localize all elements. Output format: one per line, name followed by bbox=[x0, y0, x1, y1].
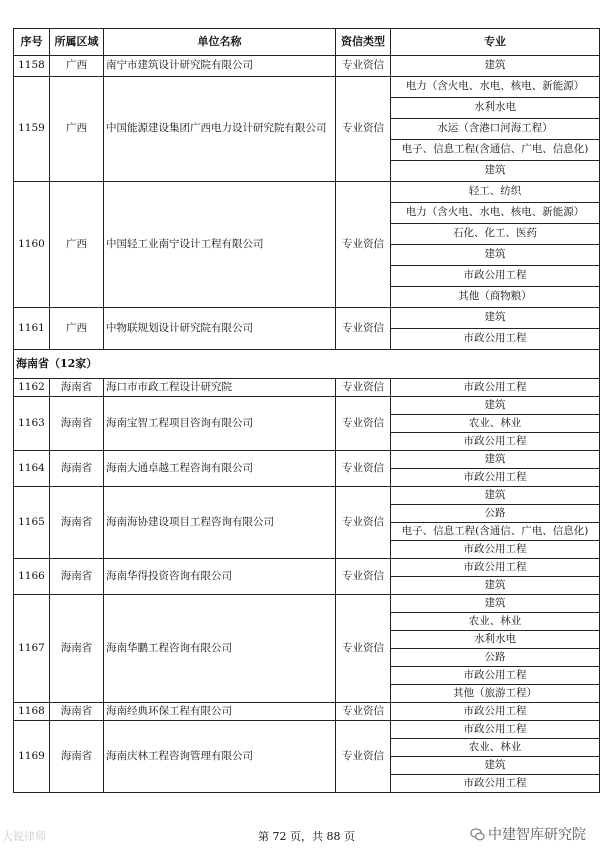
cell-no: 1166 bbox=[14, 559, 50, 595]
table-row bbox=[14, 559, 600, 577]
cell-major: 市政公用工程 bbox=[391, 703, 600, 721]
cell-no: 1169 bbox=[14, 721, 50, 793]
cell-major: 农业、林业 bbox=[391, 739, 600, 757]
cell-region: 广西 bbox=[50, 182, 104, 308]
header-major: 专业 bbox=[391, 29, 600, 56]
cell-unit: 海南经典环保工程有限公司 bbox=[104, 703, 336, 721]
cell-unit: 中国轻工业南宁设计工程有限公司 bbox=[104, 182, 336, 308]
cell-major: 其他（商物粮） bbox=[391, 287, 600, 308]
cell-major: 市政公用工程 bbox=[391, 667, 600, 685]
cell-no: 1160 bbox=[14, 182, 50, 308]
watermark-right bbox=[470, 824, 586, 844]
cell-major: 建筑 bbox=[391, 245, 600, 266]
cell-unit: 海南华鹏工程咨询有限公司 bbox=[104, 595, 336, 703]
cell-major: 建筑 bbox=[391, 487, 600, 505]
section-row bbox=[14, 350, 600, 379]
cell-region: 海南省 bbox=[50, 559, 104, 595]
cell-unit: 海南庆林工程咨询管理有限公司 bbox=[104, 721, 336, 793]
cell-unit: 中物联规划设计研究院有限公司 bbox=[104, 308, 336, 350]
table-row bbox=[14, 77, 600, 98]
cell-major: 建筑 bbox=[391, 308, 600, 329]
header-type: 资信类型 bbox=[336, 29, 391, 56]
cell-major: 市政公用工程 bbox=[391, 329, 600, 350]
table-row bbox=[14, 487, 600, 505]
cell-type: 专业资信 bbox=[336, 487, 391, 559]
cell-no: 1162 bbox=[14, 379, 50, 397]
table-row bbox=[14, 397, 600, 415]
cell-no: 1161 bbox=[14, 308, 50, 350]
table-row bbox=[14, 308, 600, 329]
cell-type: 专业资信 bbox=[336, 308, 391, 350]
cell-major: 电力（含火电、水电、核电、新能源） bbox=[391, 77, 600, 98]
cell-major: 市政公用工程 bbox=[391, 266, 600, 287]
cell-major: 水运（含港口河海工程） bbox=[391, 119, 600, 140]
cell-no: 1168 bbox=[14, 703, 50, 721]
page-footer bbox=[0, 828, 610, 848]
cell-region: 海南省 bbox=[50, 703, 104, 721]
table-row bbox=[14, 182, 600, 203]
cell-unit: 海口市市政工程设计研究院 bbox=[104, 379, 336, 397]
section-hainan bbox=[14, 350, 600, 379]
table-body-guangxi bbox=[14, 56, 600, 350]
cell-major: 轻工、纺织 bbox=[391, 182, 600, 203]
cell-no: 1165 bbox=[14, 487, 50, 559]
cell-major: 其他（旅游工程） bbox=[391, 685, 600, 703]
cell-major: 建筑 bbox=[391, 757, 600, 775]
cell-major: 电力（含火电、水电、核电、新能源） bbox=[391, 203, 600, 224]
cell-major: 公路 bbox=[391, 649, 600, 667]
cell-no: 1167 bbox=[14, 595, 50, 703]
cell-major: 建筑 bbox=[391, 161, 600, 182]
cell-major: 石化、化工、医药 bbox=[391, 224, 600, 245]
cell-type: 专业资信 bbox=[336, 182, 391, 308]
cell-no: 1159 bbox=[14, 77, 50, 182]
cell-major: 公路 bbox=[391, 505, 600, 523]
cell-region: 海南省 bbox=[50, 487, 104, 559]
cell-unit: 海南海协建设项目工程咨询有限公司 bbox=[104, 487, 336, 559]
cell-region: 海南省 bbox=[50, 595, 104, 703]
cell-major: 水利水电 bbox=[391, 98, 600, 119]
cell-type: 专业资信 bbox=[336, 559, 391, 595]
cell-region: 广西 bbox=[50, 77, 104, 182]
cell-unit: 海南宝智工程项目咨询有限公司 bbox=[104, 397, 336, 451]
header-no: 序号 bbox=[14, 29, 50, 56]
cell-region: 海南省 bbox=[50, 451, 104, 487]
table-row bbox=[14, 595, 600, 613]
table-row bbox=[14, 379, 600, 397]
cell-major: 农业、林业 bbox=[391, 415, 600, 433]
cell-major: 建筑 bbox=[391, 577, 600, 595]
qualification-table bbox=[13, 28, 600, 793]
header-region: 所属区域 bbox=[50, 29, 104, 56]
cell-unit: 海南大通卓越工程咨询有限公司 bbox=[104, 451, 336, 487]
cell-major: 农业、林业 bbox=[391, 613, 600, 631]
cell-major: 市政公用工程 bbox=[391, 721, 600, 739]
cell-major: 电子、信息工程(含通信、广电、信息化) bbox=[391, 140, 600, 161]
cell-unit: 中国能源建设集团广西电力设计研究院有限公司 bbox=[104, 77, 336, 182]
cell-type: 专业资信 bbox=[336, 721, 391, 793]
cell-major: 市政公用工程 bbox=[391, 433, 600, 451]
cell-type: 专业资信 bbox=[336, 397, 391, 451]
table-row bbox=[14, 721, 600, 739]
cell-region: 海南省 bbox=[50, 379, 104, 397]
cell-type: 专业资信 bbox=[336, 379, 391, 397]
cell-major: 市政公用工程 bbox=[391, 775, 600, 793]
watermark-right-text: 中建智库研究院 bbox=[488, 827, 586, 843]
cell-major: 建筑 bbox=[391, 451, 600, 469]
cell-type: 专业资信 bbox=[336, 595, 391, 703]
cell-unit: 海南华得投资咨询有限公司 bbox=[104, 559, 336, 595]
cell-type: 专业资信 bbox=[336, 77, 391, 182]
cell-major: 市政公用工程 bbox=[391, 559, 600, 577]
table-body-hainan bbox=[14, 379, 600, 793]
cell-type: 专业资信 bbox=[336, 703, 391, 721]
cell-major: 建筑 bbox=[391, 56, 600, 77]
cell-major: 建筑 bbox=[391, 595, 600, 613]
wechat-icon bbox=[470, 827, 485, 842]
cell-major: 市政公用工程 bbox=[391, 541, 600, 559]
cell-major: 市政公用工程 bbox=[391, 379, 600, 397]
cell-region: 海南省 bbox=[50, 397, 104, 451]
table-row bbox=[14, 56, 600, 77]
cell-no: 1158 bbox=[14, 56, 50, 77]
header-row bbox=[14, 29, 600, 56]
page-number: 第 72 页，共 88 页 bbox=[258, 830, 355, 843]
header-unit: 单位名称 bbox=[104, 29, 336, 56]
cell-type: 专业资信 bbox=[336, 56, 391, 77]
table-row bbox=[14, 703, 600, 721]
cell-major: 建筑 bbox=[391, 397, 600, 415]
cell-major: 市政公用工程 bbox=[391, 469, 600, 487]
cell-region: 广西 bbox=[50, 308, 104, 350]
watermark-left: 大锐律师 bbox=[2, 830, 46, 843]
table-row bbox=[14, 451, 600, 469]
cell-region: 广西 bbox=[50, 56, 104, 77]
cell-region: 海南省 bbox=[50, 721, 104, 793]
cell-type: 专业资信 bbox=[336, 451, 391, 487]
cell-major: 水利水电 bbox=[391, 631, 600, 649]
cell-no: 1164 bbox=[14, 451, 50, 487]
cell-major: 电子、信息工程(含通信、广电、信息化) bbox=[391, 523, 600, 541]
cell-no: 1163 bbox=[14, 397, 50, 451]
section-title: 海南省（12家） bbox=[14, 350, 600, 379]
cell-unit: 南宁市建筑设计研究院有限公司 bbox=[104, 56, 336, 77]
